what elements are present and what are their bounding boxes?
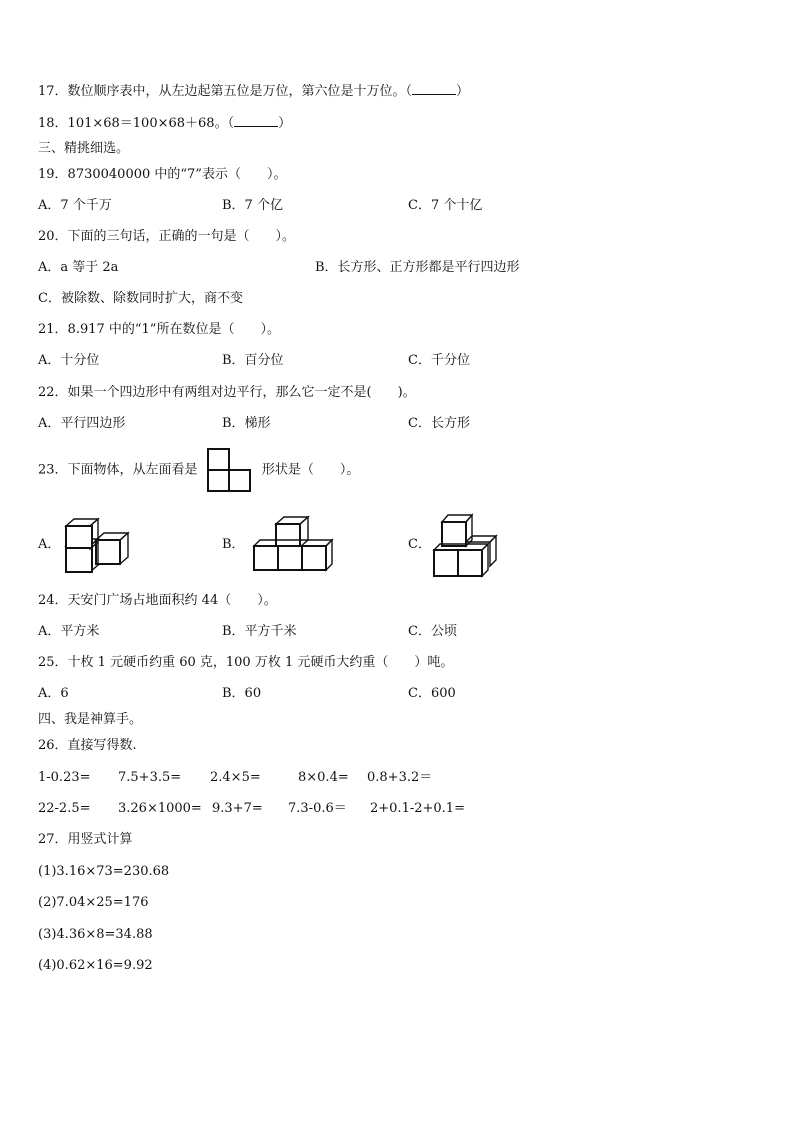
q21-option-b[interactable]: B．百分位 <box>222 353 284 368</box>
question-18-text: 18．101×68＝100×68＋68。（ <box>38 116 235 131</box>
q23-option-b-cubes-figure <box>248 514 336 576</box>
calc-item: 2+0.1-2+0.1= <box>370 801 465 816</box>
section-3-heading: 三、精挑细选。 <box>38 141 130 156</box>
q24-option-a[interactable]: A．平方米 <box>38 624 100 639</box>
calc-item: 22-2.5= <box>38 801 91 816</box>
calc-item: 3.26×1000= <box>118 801 202 816</box>
q20-option-b[interactable]: B．长方形、正方形都是平行四边形 <box>315 260 520 275</box>
q21-option-c[interactable]: C．千分位 <box>408 353 470 368</box>
question-27-text: 27．用竖式计算 <box>38 832 133 847</box>
q21-option-a[interactable]: A．十分位 <box>38 353 100 368</box>
q24-option-b[interactable]: B．平方千米 <box>222 624 297 639</box>
q22-option-c[interactable]: C．长方形 <box>408 416 470 431</box>
question-25-text: 25．十枚 1 元硬币约重 60 克，100 万枚 1 元硬币大约重（ ）吨。 <box>38 655 454 670</box>
question-17-close: ） <box>456 84 470 99</box>
q22-option-a[interactable]: A．平行四边形 <box>38 416 126 431</box>
question-18 <box>38 114 291 133</box>
question-17-text: 17．数位顺序表中，从左边起第五位是万位，第六位是十万位。（ <box>38 84 413 99</box>
q23-option-a-cubes-figure <box>62 516 132 578</box>
vertical-calc-item: (1)3.16×73=230.68 <box>38 864 170 879</box>
q25-option-a[interactable]: A．6 <box>38 686 69 701</box>
q23-option-a[interactable]: A． <box>38 537 61 552</box>
calc-item: 0.8+3.2＝ <box>367 770 433 785</box>
calc-item: 7.3-0.6＝ <box>288 801 347 816</box>
answer-blank[interactable] <box>234 114 278 127</box>
question-23-text-after: 形状是（ ）。 <box>261 462 360 478</box>
question-18-close: ） <box>278 116 292 131</box>
question-26-text: 26．直接写得数. <box>38 738 137 753</box>
q19-option-a[interactable]: A．7 个千万 <box>38 198 112 213</box>
calc-item: 9.3+7= <box>212 801 263 816</box>
answer-blank[interactable] <box>412 82 456 95</box>
q23-option-c-cubes-figure <box>430 512 502 580</box>
q24-option-c[interactable]: C．公顷 <box>408 624 457 639</box>
q22-option-b[interactable]: B．梯形 <box>222 416 271 431</box>
section-4-heading: 四、我是神算手。 <box>38 712 143 727</box>
q23-option-b[interactable]: B． <box>222 537 245 552</box>
q25-option-b[interactable]: B．60 <box>222 686 262 701</box>
left-view-figure <box>206 447 254 493</box>
q23-option-c[interactable]: C． <box>408 537 431 552</box>
question-20-text: 20．下面的三句话，正确的一句是（ ）。 <box>38 229 296 244</box>
q19-option-b[interactable]: B．7 个亿 <box>222 198 283 213</box>
question-19-text: 19．8730040000 中的“7”表示（ ）。 <box>38 167 287 182</box>
vertical-calc-item: (3)4.36×8=34.88 <box>38 927 153 942</box>
q20-option-a[interactable]: A．a 等于 2a <box>38 260 119 275</box>
calc-item: 1-0.23= <box>38 770 91 785</box>
question-22-text: 22．如果一个四边形中有两组对边平行，那么它一定不是( )。 <box>38 385 416 400</box>
question-21-text: 21．8.917 中的“1”所在数位是（ ）。 <box>38 322 280 337</box>
calc-item: 7.5+3.5= <box>118 770 182 785</box>
calc-item: 2.4×5= <box>210 770 261 785</box>
vertical-calc-item: (2)7.04×25=176 <box>38 895 149 910</box>
vertical-calc-item: (4)0.62×16=9.92 <box>38 958 153 973</box>
calc-item: 8×0.4= <box>298 770 349 785</box>
question-24-text: 24．天安门广场占地面积约 44（ ）。 <box>38 593 277 608</box>
q20-option-c[interactable]: C．被除数、除数同时扩大，商不变 <box>38 291 243 306</box>
q25-option-c[interactable]: C．600 <box>408 686 456 701</box>
q19-option-c[interactable]: C．7 个十亿 <box>408 198 483 213</box>
question-17 <box>38 82 469 101</box>
question-23-text-before: 23．下面物体，从左面看是 <box>38 462 198 478</box>
question-23 <box>38 447 359 493</box>
